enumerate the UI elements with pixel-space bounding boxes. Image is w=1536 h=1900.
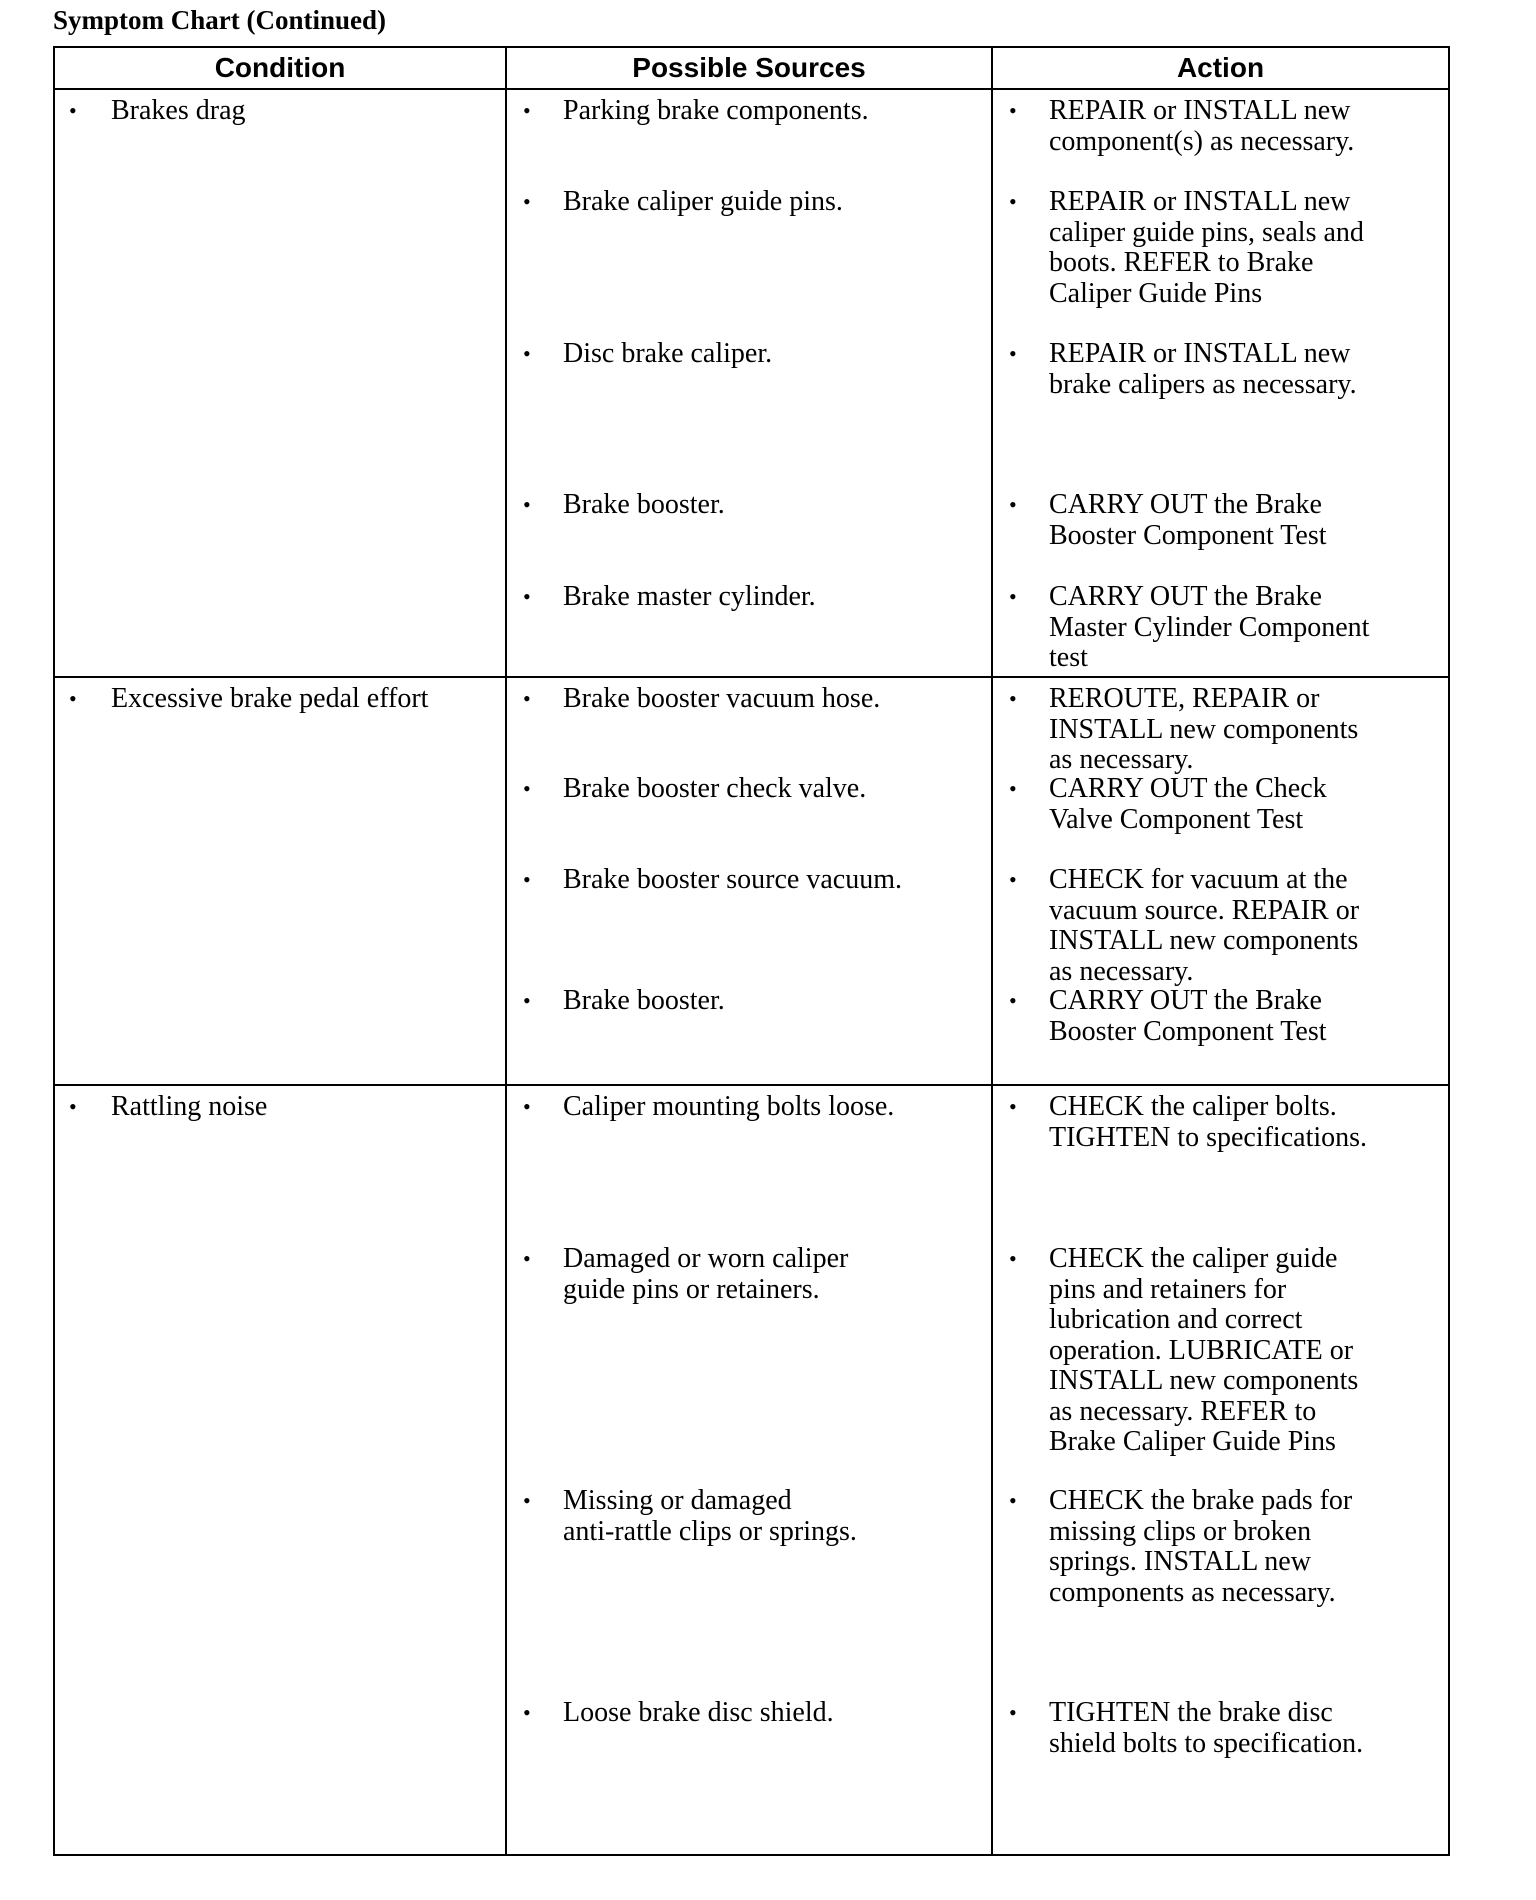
bullet: • bbox=[523, 686, 531, 711]
source-item bbox=[507, 339, 991, 370]
header-action: Action bbox=[992, 47, 1449, 89]
bullet: • bbox=[523, 189, 531, 214]
source-item bbox=[507, 1486, 991, 1547]
action-text: CHECK for vacuum at the vacuum source. REPAIR or INSTALL new components as necessary. bbox=[1049, 864, 1360, 987]
source-text: Caliper mounting bolts loose. bbox=[563, 1091, 895, 1122]
action-text: TIGHTEN the brake disc shield bolts to specification. bbox=[1049, 1697, 1364, 1759]
source-text: Brake booster check valve. bbox=[563, 773, 867, 804]
bullet: • bbox=[1009, 1488, 1017, 1513]
source-text: Loose brake disc shield. bbox=[563, 1697, 834, 1728]
source-item bbox=[507, 1092, 991, 1123]
action-item bbox=[993, 1092, 1448, 1153]
source-item bbox=[507, 490, 991, 521]
bullet: • bbox=[523, 492, 531, 517]
bullet: • bbox=[1009, 492, 1017, 517]
bullet: • bbox=[1009, 1094, 1017, 1119]
action-cell bbox=[992, 89, 1449, 677]
action-item bbox=[993, 1698, 1448, 1759]
bullet: • bbox=[523, 1094, 531, 1119]
sources-cell bbox=[506, 677, 992, 1085]
action-text: CHECK the caliper bolts. TIGHTEN to specifications. bbox=[1049, 1091, 1368, 1153]
condition-text: Excessive brake pedal effort bbox=[111, 683, 429, 714]
source-item bbox=[507, 582, 991, 613]
action-text: REPAIR or INSTALL new component(s) as necessary. bbox=[1049, 95, 1355, 157]
bullet: • bbox=[523, 1246, 531, 1271]
action-item bbox=[993, 684, 1448, 776]
bullet: • bbox=[523, 98, 531, 123]
action-text: CARRY OUT the Brake Booster Component Test bbox=[1049, 489, 1327, 551]
source-item bbox=[507, 1244, 991, 1305]
condition-cell bbox=[54, 89, 506, 677]
action-item bbox=[993, 96, 1448, 157]
condition-text: Rattling noise bbox=[111, 1091, 268, 1122]
bullet: • bbox=[1009, 1246, 1017, 1271]
condition-item bbox=[55, 96, 505, 127]
source-text: Missing or damaged anti-rattle clips or springs. bbox=[563, 1485, 857, 1547]
bullet: • bbox=[1009, 189, 1017, 214]
action-text: CARRY OUT the Check Valve Component Test bbox=[1049, 773, 1327, 835]
action-text: REPAIR or INSTALL new caliper guide pins, seals and boots. REFER to Brake Caliper Guide Pins bbox=[1049, 186, 1364, 309]
source-text: Brake booster. bbox=[563, 489, 725, 520]
sources-cell bbox=[506, 89, 992, 677]
header-condition: Condition bbox=[54, 47, 506, 89]
table-row bbox=[54, 1085, 1449, 1855]
action-text: REROUTE, REPAIR or INSTALL new components as necessary. bbox=[1049, 683, 1359, 775]
source-item bbox=[507, 684, 991, 715]
action-item bbox=[993, 339, 1448, 400]
bullet: • bbox=[523, 1700, 531, 1725]
header-possible-sources: Possible Sources bbox=[506, 47, 992, 89]
source-text: Parking brake components. bbox=[563, 95, 869, 126]
source-item bbox=[507, 774, 991, 805]
action-text: REPAIR or INSTALL new brake calipers as necessary. bbox=[1049, 338, 1357, 400]
bullet: • bbox=[1009, 776, 1017, 801]
bullet: • bbox=[523, 1488, 531, 1513]
bullet: • bbox=[523, 988, 531, 1013]
action-text: CHECK the brake pads for missing clips or broken springs. INSTALL new components as necessary. bbox=[1049, 1485, 1353, 1608]
source-text: Brake booster. bbox=[563, 985, 725, 1016]
bullet: • bbox=[1009, 341, 1017, 366]
action-item bbox=[993, 582, 1448, 674]
condition-text: Brakes drag bbox=[111, 95, 246, 126]
page-title: Symptom Chart (Continued) bbox=[53, 5, 387, 35]
condition-item bbox=[55, 684, 505, 715]
bullet: • bbox=[1009, 686, 1017, 711]
bullet: • bbox=[523, 867, 531, 892]
action-cell bbox=[992, 1085, 1449, 1855]
bullet: • bbox=[1009, 98, 1017, 123]
condition-item bbox=[55, 1092, 505, 1123]
bullet: • bbox=[1009, 988, 1017, 1013]
source-text: Brake caliper guide pins. bbox=[563, 186, 843, 217]
action-text: CARRY OUT the Brake Master Cylinder Component test bbox=[1049, 581, 1370, 673]
bullet: • bbox=[69, 98, 77, 123]
action-cell bbox=[992, 677, 1449, 1085]
symptom-chart-table bbox=[53, 46, 1450, 1856]
action-item bbox=[993, 1486, 1448, 1608]
bullet: • bbox=[69, 686, 77, 711]
source-text: Brake booster vacuum hose. bbox=[563, 683, 881, 714]
action-item bbox=[993, 986, 1448, 1047]
source-text: Damaged or worn caliper guide pins or retainers. bbox=[563, 1243, 849, 1305]
bullet: • bbox=[69, 1094, 77, 1119]
source-item bbox=[507, 1698, 991, 1729]
bullet: • bbox=[523, 776, 531, 801]
source-item bbox=[507, 96, 991, 127]
source-item bbox=[507, 865, 991, 896]
source-text: Brake master cylinder. bbox=[563, 581, 816, 612]
bullet: • bbox=[1009, 584, 1017, 609]
condition-cell bbox=[54, 1085, 506, 1855]
source-item bbox=[507, 986, 991, 1017]
bullet: • bbox=[523, 341, 531, 366]
condition-cell bbox=[54, 677, 506, 1085]
table-row bbox=[54, 677, 1449, 1085]
action-text: CHECK the caliper guide pins and retainers for lubrication and correct operation. LUBRICATE or INSTALL new components as necessary. REFER to Brake Caliper Guide Pins bbox=[1049, 1243, 1359, 1457]
source-text: Disc brake caliper. bbox=[563, 338, 773, 369]
sources-cell bbox=[506, 1085, 992, 1855]
source-item bbox=[507, 187, 991, 218]
action-item bbox=[993, 1244, 1448, 1458]
bullet: • bbox=[523, 584, 531, 609]
header-row bbox=[54, 47, 1449, 89]
action-item bbox=[993, 774, 1448, 835]
action-item bbox=[993, 865, 1448, 987]
table-row bbox=[54, 89, 1449, 677]
action-text: CARRY OUT the Brake Booster Component Test bbox=[1049, 985, 1327, 1047]
action-item bbox=[993, 187, 1448, 309]
bullet: • bbox=[1009, 867, 1017, 892]
source-text: Brake booster source vacuum. bbox=[563, 864, 902, 895]
bullet: • bbox=[1009, 1700, 1017, 1725]
action-item bbox=[993, 490, 1448, 551]
